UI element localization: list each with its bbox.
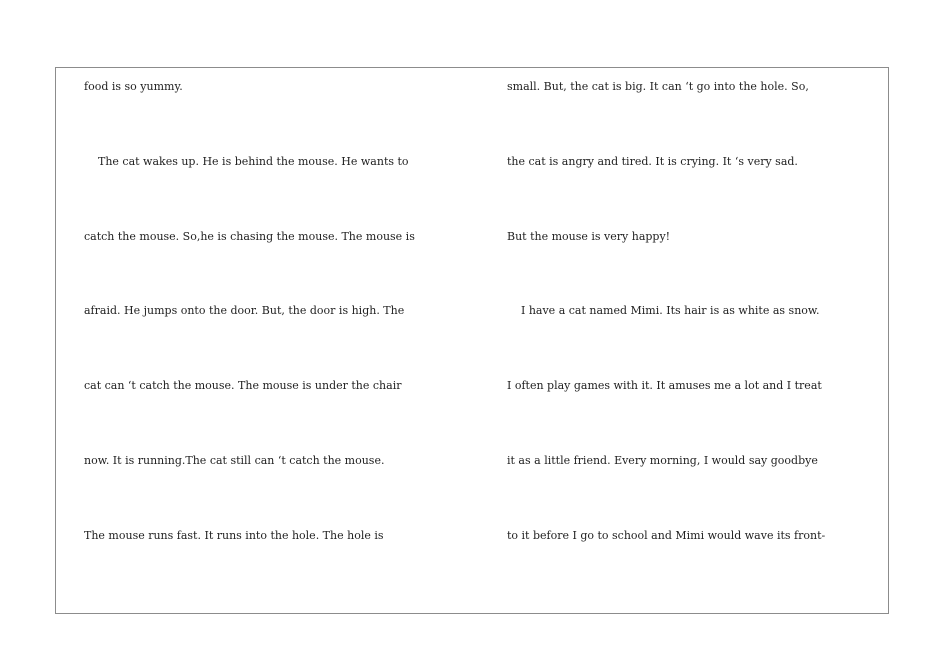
left-line-4: afraid. He jumps onto the door. But, the door is high. The bbox=[84, 304, 405, 317]
right-line-5: I often play games with it. It amuses me a lot and I treat bbox=[507, 379, 822, 392]
left-line-2: The cat wakes up. He is behind the mouse. He wants to bbox=[84, 155, 409, 168]
left-line-7: The mouse runs fast. It runs into the hole. The hole is bbox=[84, 529, 384, 542]
right-line-7: to it before I go to school and Mimi would wave its front- bbox=[507, 529, 826, 542]
left-line-6: now. It is running.The cat still can ‘t catch the mouse. bbox=[84, 454, 385, 467]
left-line-3: catch the mouse. So,he is chasing the mouse. The mouse is bbox=[84, 230, 415, 243]
right-line-2: the cat is angry and tired. It is crying. It ‘s very sad. bbox=[507, 155, 798, 168]
right-line-6: it as a little friend. Every morning, I would say goodbye bbox=[507, 454, 818, 467]
right-line-3: But the mouse is very happy! bbox=[507, 230, 671, 243]
right-line-4: I have a cat named Mimi. Its hair is as white as snow. bbox=[507, 304, 820, 317]
left-line-5: cat can ‘t catch the mouse. The mouse is under the chair bbox=[84, 379, 402, 392]
right-line-1: small. But, the cat is big. It can ‘t go into the hole. So, bbox=[507, 80, 809, 93]
left-line-1: food is so yummy. bbox=[84, 80, 183, 93]
